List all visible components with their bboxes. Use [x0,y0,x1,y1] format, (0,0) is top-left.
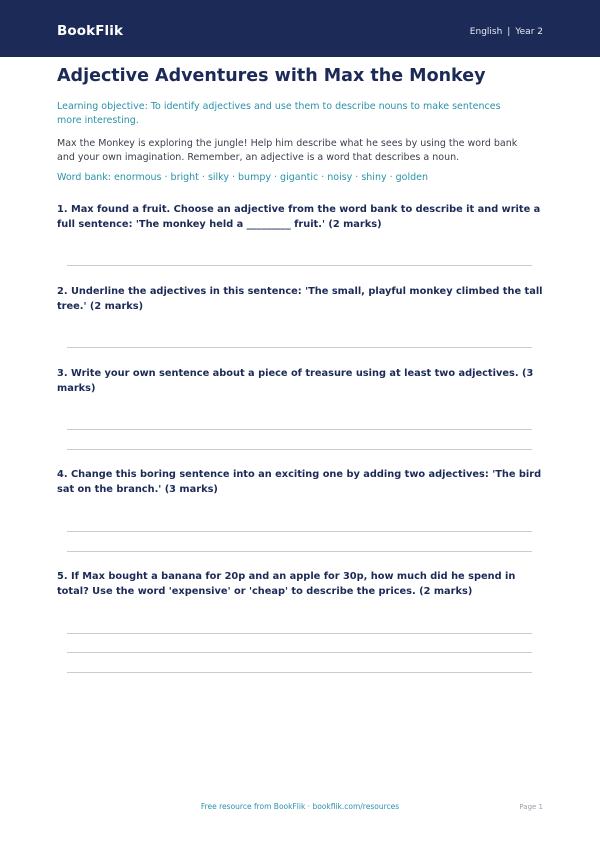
brand-logo: BookFlik [57,23,124,39]
question-2: 2. Underline the adjectives in this sentence: 'The small, playful monkey climbed the tall tree.' (2 marks) [57,286,543,312]
question-1: 1. Max found a fruit. Choose an adjective from the word bank to describe it and write a full sentence: 'The monkey held a _________ fruit.' (2 marks) [57,204,541,230]
answer-line-1a [67,265,532,266]
answer-line-3a [67,429,532,430]
answer-line-5b [67,652,532,653]
footer-resource-link[interactable]: Free resource from BookFlik · bookflik.com/resources [200,802,400,811]
question-5: 5. If Max bought a banana for 20p and an apple for 30p, how much did he spend in total? Use the word 'expensive' or 'cheap' to describe the prices. (2 marks) [57,571,516,597]
answer-line-4a [67,531,532,532]
answer-line-3b [67,449,532,450]
word-bank: Word bank: enormous · bright · silky · bumpy · gigantic · noisy · shiny · golden [57,172,429,183]
subject-year-label [470,27,543,37]
question-4: 4. Change this boring sentence into an exciting one by adding two adjectives: 'The bird sat on the branch.' (3 marks) [57,469,542,495]
header-bar [0,0,600,57]
intro-text: Max the Monkey is exploring the jungle! Help him describe what he sees by using the word bank and your own imagination. Remember, an adjective is a word that describes a noun. [57,138,518,163]
answer-line-2a [67,347,532,348]
answer-line-4b [67,551,532,552]
page-title: Adjective Adventures with Max the Monkey [57,66,486,86]
subject-label: English [469,27,503,37]
answer-line-5c [67,672,532,673]
header-separator: | [507,27,511,37]
answer-line-5a [67,633,532,634]
question-3: 3. Write your own sentence about a piece of treasure using at least two adjectives. (3 marks) [57,368,534,394]
learning-objective: Learning objective: To identify adjectives and use them to describe nouns to make sentences more interesting. [57,101,501,126]
year-label: Year 2 [515,27,543,37]
page-number: Page 1 [519,803,543,811]
